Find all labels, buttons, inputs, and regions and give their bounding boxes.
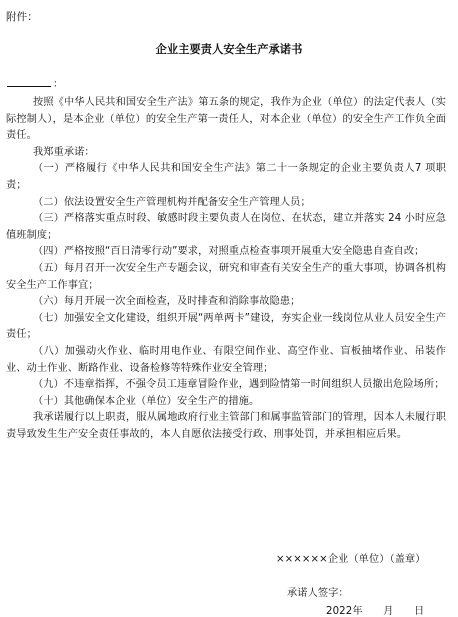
signer-line: 承诺人签字： — [287, 588, 349, 599]
pledge-item-3: （三）严格落实重点时段、敏感时段主要负责人在岗位、在状态，建立并落实 24 小时应急值班制度； — [6, 213, 446, 241]
company-seal-line: ××××××企业（单位）（盖章） — [276, 554, 426, 565]
pledge-lead: 我郑重承诺： — [33, 146, 95, 158]
pledge-item-5: （五）每月召开一次安全生产专题会议，研究和审查有关安全生产的重大事项，协调各机构安全生产工作事宜； — [6, 262, 446, 291]
attachment-label: 附件： — [6, 11, 38, 23]
document-body — [6, 95, 446, 443]
pledge-item-10: （十）其他确保本企业（单位）安全生产的措施。 — [33, 395, 260, 407]
intro-paragraph: 按照《中华人民共和国安全生产法》第五条的规定，我作为企业（单位）的法定代表人（实际控制人），是本企业（单位）的安全生产第一责任人，对本企业（单位）的安全生产工作负全面责任。 — [6, 97, 446, 142]
pledge-item-6: （六）每月开展一次全面检查，及时排查和消除事故隐患； — [33, 296, 301, 308]
pledge-item-9: （九）不违章指挥，不强令员工违章冒险作业，遇到险情第一时间组织人员撤出危险场所； — [33, 379, 445, 391]
closing-paragraph: 我承诺履行以上职责，服从属地政府行业主管部门和属事监管部门的管理，因本人未履行职责导致发生生产安全责任事故的，本人自愿依法接受行政、刑事处罚，并承担相应后果。 — [6, 412, 446, 440]
recipient-line — [7, 75, 63, 90]
recipient-blank — [7, 77, 51, 87]
recipient-colon: ： — [53, 79, 64, 90]
date-line: 2022年 月 日 — [326, 606, 425, 617]
pledge-item-7: （七）加强安全文化建设，组织开展“两单两卡”建设，夯实企业一线岗位从业人员安全生产责任； — [6, 312, 446, 341]
pledge-item-1: （一）严格履行《中华人民共和国安全生产法》第二十一条规定的企业主要负责人7 项职责； — [6, 163, 446, 191]
pledge-item-8: （八）加强动火作业、临时用电作业、有限空间作业、高空作业、盲板抽堵作业、吊装作业、动土作业、断路作业、设备检修等特殊作业安全管理； — [6, 345, 446, 374]
page-title: 企业主要责人安全生产承诺书 — [155, 43, 303, 56]
pledge-item-4: （四）严格按照“百日清零行动”要求，对照重点检查事项开展重大安全隐患自查自改； — [33, 246, 425, 258]
pledge-item-2: （二）依法设置安全生产管理机构并配备安全生产管理人员； — [33, 196, 311, 208]
